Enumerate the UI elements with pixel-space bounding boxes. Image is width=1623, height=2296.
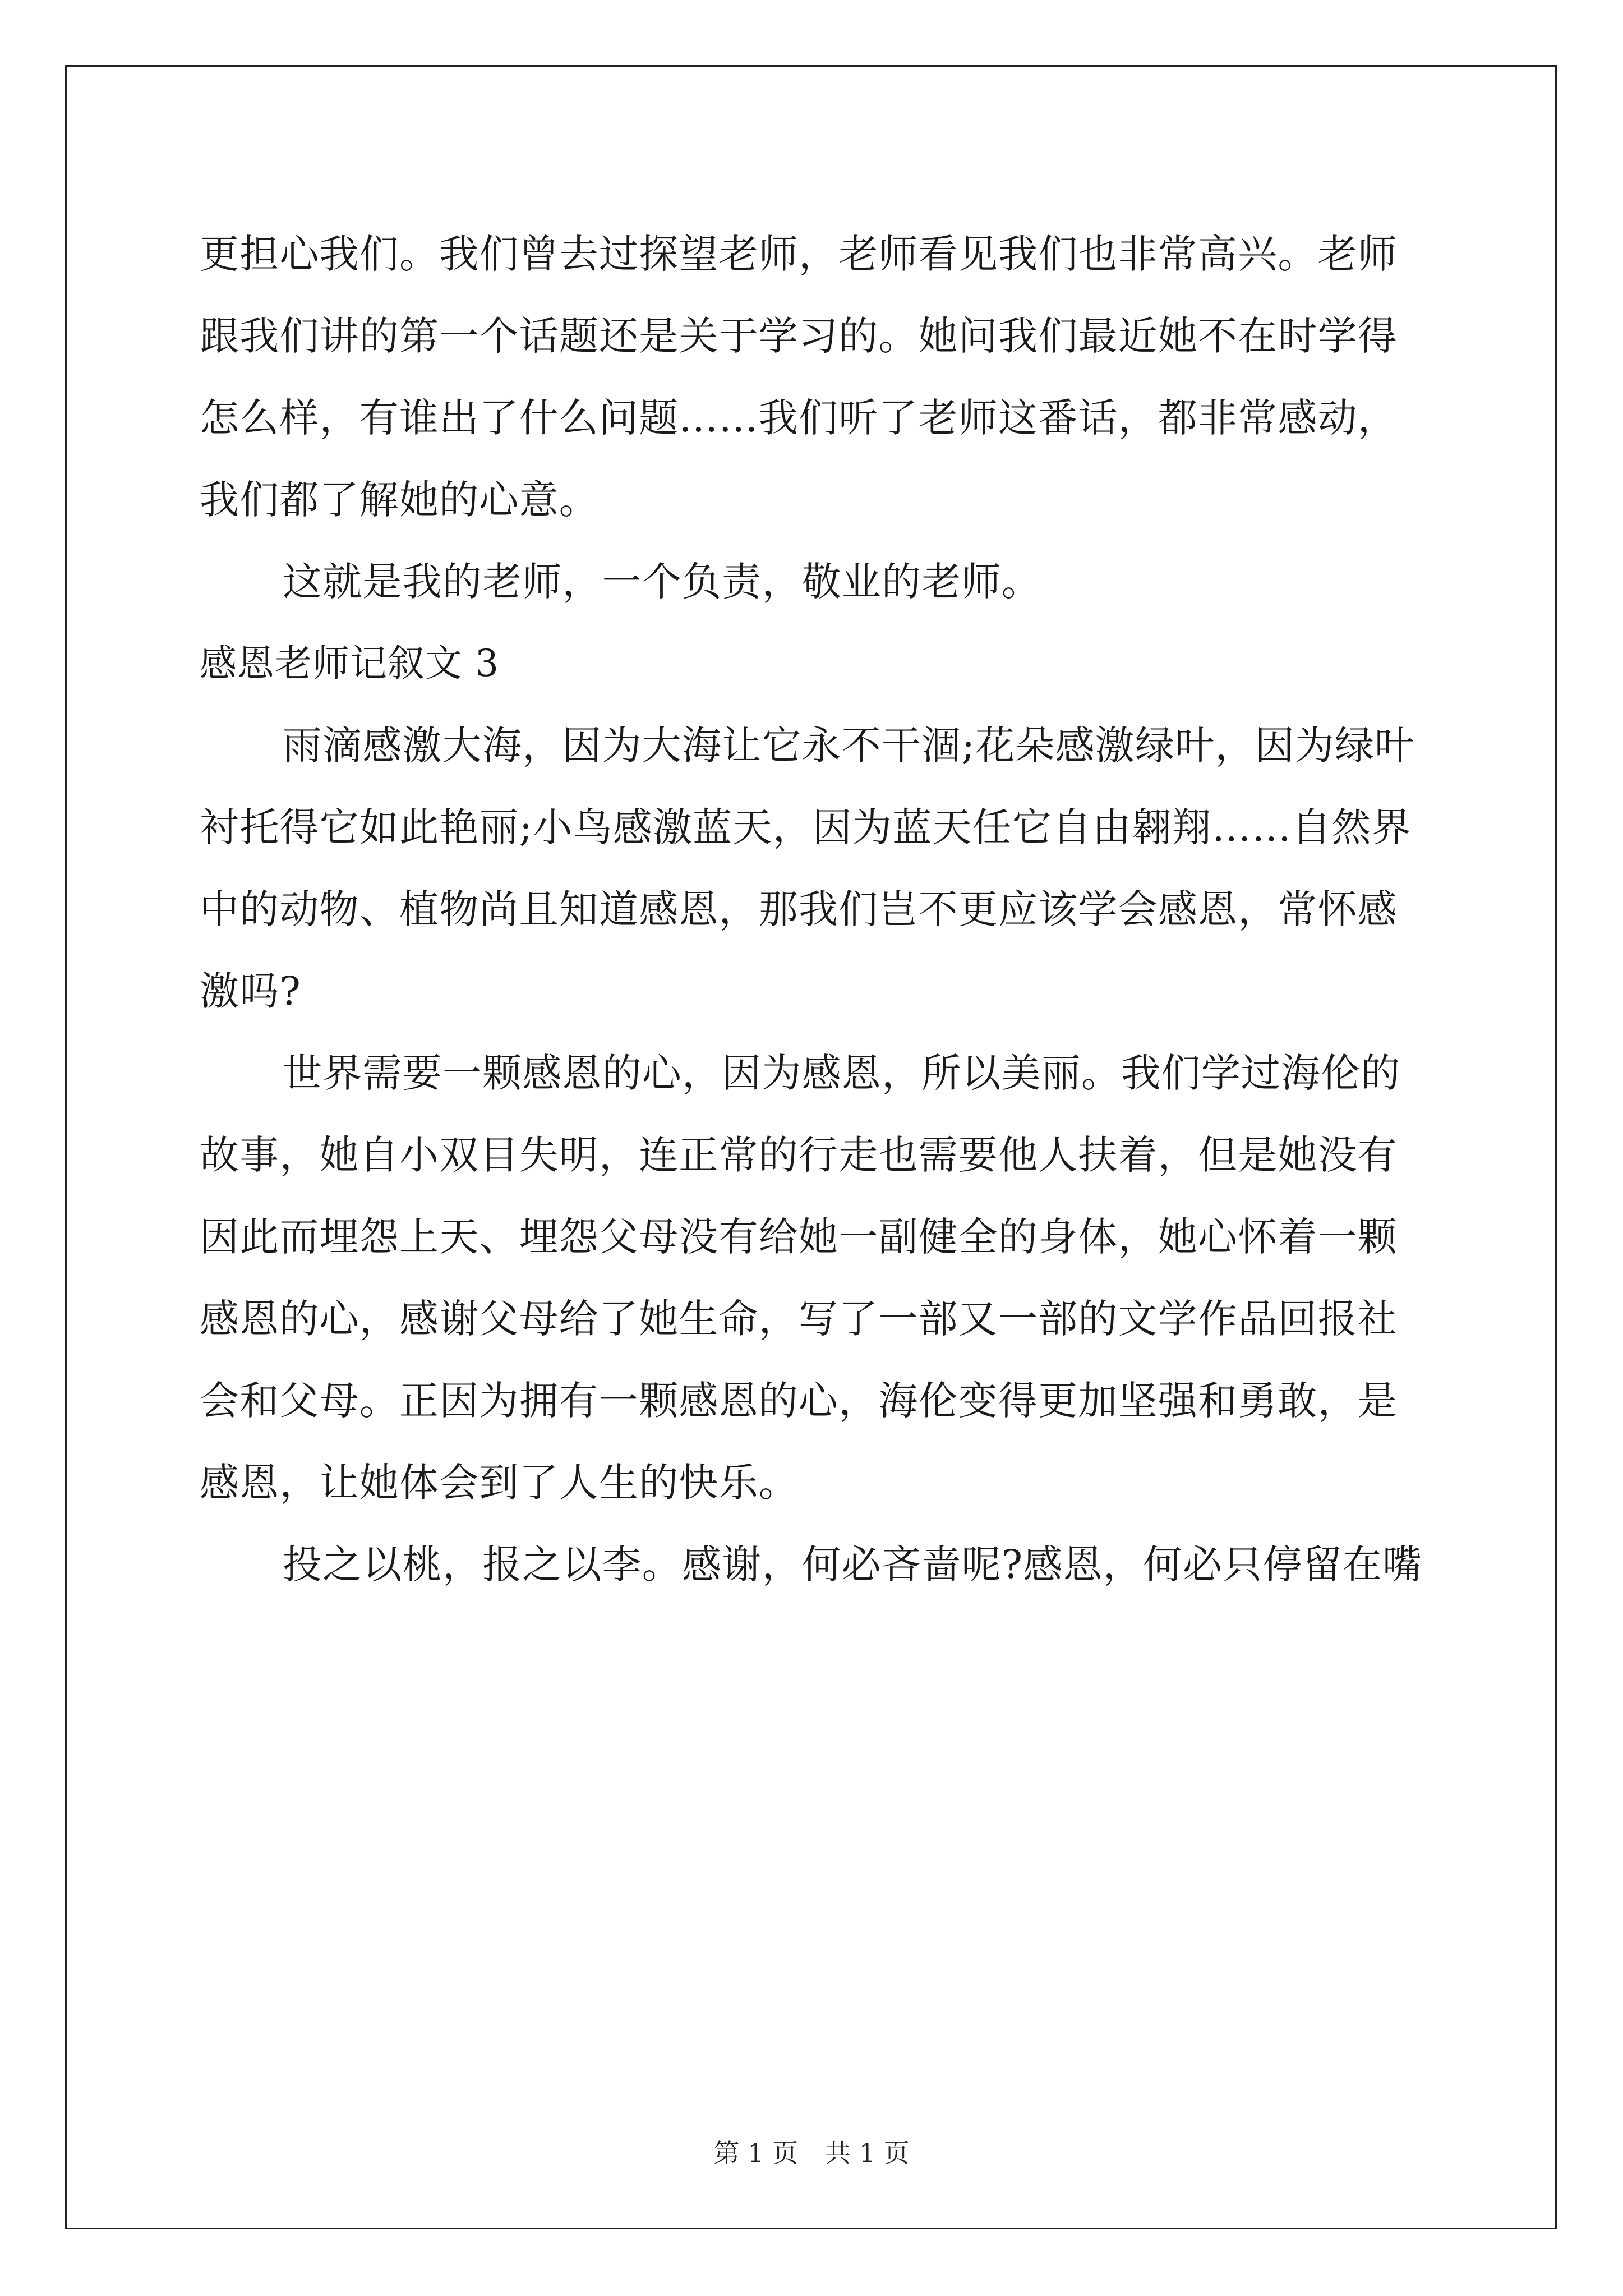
paragraph-line: 这就是我的老师，一个负责，敬业的老师。 [283, 559, 1041, 605]
paragraph-line: 因此而埋怨上天、埋怨父母没有给她一副健全的身体，她心怀着一颗 [200, 1214, 1398, 1260]
section-heading: 感恩老师记叙文 3 [200, 642, 499, 685]
paragraph-line: 衬托得它如此艳丽;小鸟感激蓝天，因为蓝天任它自由翱翔……自然界 [200, 804, 1412, 850]
paragraph-line: 故事，她自小双目失明，连正常的行走也需要他人扶着，但是她没有 [200, 1132, 1398, 1178]
document-body [200, 213, 1433, 1605]
paragraph-line: 感恩的心，感谢父母给了她生命，写了一部又一部的文学作品回报社 [200, 1296, 1398, 1342]
paragraph-line: 世界需要一颗感恩的心，因为感恩，所以美丽。我们学过海伦的 [283, 1050, 1401, 1096]
paragraph-line: 激吗? [200, 968, 302, 1014]
paragraph-line: 感恩，让她体会到了人生的快乐。 [200, 1460, 799, 1506]
paragraph-line: 我们都了解她的心意。 [200, 477, 599, 523]
paragraph-line: 中的动物、植物尚且知道感恩，那我们岂不更应该学会感恩，常怀感 [200, 886, 1398, 932]
paragraph-line: 更担心我们。我们曾去过探望老师，老师看见我们也非常高兴。老师 [200, 231, 1398, 277]
page-number: 第 1 页 [713, 2138, 798, 2168]
paragraph-line: 雨滴感激大海，因为大海让它永不干涸;花朵感激绿叶，因为绿叶 [283, 723, 1415, 769]
paragraph-line: 会和父母。正因为拥有一颗感恩的心，海伦变得更加坚强和勇敢，是 [200, 1378, 1398, 1424]
paragraph-line: 投之以桃，报之以李。感谢，何必吝啬呢?感恩，何必只停留在嘴 [283, 1542, 1423, 1588]
page-footer [0, 2136, 1623, 2170]
paragraph-line: 怎么样，有谁出了什么问题……我们听了老师这番话，都非常感动， [200, 395, 1398, 441]
paragraph-line: 跟我们讲的第一个话题还是关于学习的。她问我们最近她不在时学得 [200, 313, 1398, 359]
page-total: 共 1 页 [825, 2138, 910, 2168]
